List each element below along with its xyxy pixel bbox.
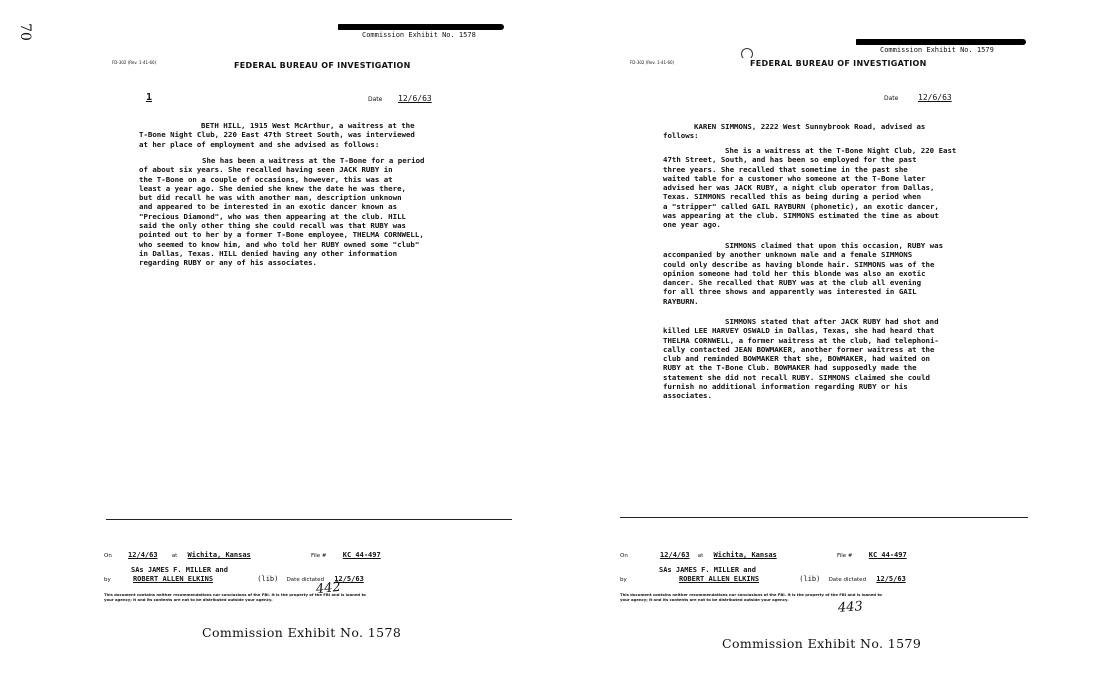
text-line: could only describe as having blonde hair. SIMMONS was of the — [663, 259, 935, 269]
initials: (lib) — [799, 575, 821, 583]
text-line: pointed out to her by a former T-Bone employee, THELMA CORNWELL, — [139, 230, 424, 240]
agent-name: ROBERT ALLEN ELKINS — [132, 575, 214, 583]
text-line: statement she did not recall RUBY. SIMMONS claimed she could — [663, 372, 930, 382]
dictated-label: Date dictated — [828, 577, 867, 583]
right-paragraph-1 — [663, 122, 925, 141]
text-line: of about six years. She recalled having seen JACK RUBY in — [139, 165, 393, 175]
text-line: SIMMONS claimed that upon this occasion, RUBY was — [725, 241, 944, 250]
file-label: File # — [310, 553, 327, 559]
left-date-value: 12/6/63 — [398, 94, 432, 103]
text-line: least a year ago. She denied she knew the date he was there, — [139, 183, 406, 193]
text-line: She has been a waitress at the T-Bone for a period — [202, 156, 425, 165]
text-line: one year ago. — [663, 220, 721, 230]
by-label: by — [620, 577, 627, 583]
text-line: THELMA CORNWELL, a former waitress at the club, had telephoni- — [663, 335, 939, 345]
left-caption: Commission Exhibit No. 1578 — [202, 625, 402, 640]
left-paragraph-2 — [139, 156, 424, 268]
dictated-label: Date dictated — [286, 577, 325, 583]
right-caption: Commission Exhibit No. 1579 — [722, 636, 922, 651]
right-date-label: Date — [884, 95, 899, 102]
right-form-number: FD-302 (Rev. 1-41-60) — [630, 60, 675, 65]
at-location: Wichita, Kansas — [187, 551, 251, 559]
right-footer-divider — [620, 517, 1028, 518]
text-line: regarding RUBY or any of his associates. — [139, 258, 317, 268]
text-line: the T-Bone on a couple of occasions, however, this was at — [139, 174, 393, 184]
dictated-date: 12/5/63 — [876, 575, 906, 583]
file-number: KC 44-497 — [868, 551, 907, 559]
text-line: RUBY at the T-Bone Club. BOWMAKER had supposedly made the — [663, 363, 917, 373]
right-footer-row-2 — [620, 575, 906, 583]
disclaimer-line: your agency; it and its contents are not to be distributed outside your agency. — [104, 596, 273, 602]
text-line: follows: — [663, 131, 699, 141]
left-page-marker: 1 — [146, 92, 153, 103]
text-line: killed LEE HARVEY OSWALD in Dallas, Texas, she had heard that — [663, 326, 935, 336]
text-line: furnish no additional information regarding RUBY or his — [663, 382, 908, 392]
text-line: SIMMONS stated that after JACK RUBY had shot and — [725, 317, 939, 326]
right-paragraph-2 — [663, 146, 956, 230]
disclaimer-line: This document contains neither recommendations nor conclusions of the FBI. It is the property of the FBI and is loaned to — [104, 592, 366, 597]
page-number: 70 — [16, 23, 33, 41]
text-line: BETH HILL, 1915 West McArthur, a waitress at the — [201, 121, 415, 130]
text-line: said the only other thing she could recall was that RUBY was — [139, 221, 406, 231]
text-line: cally contacted JEAN BOWMAKER, another former waitress at the — [663, 344, 935, 354]
text-line: She is a waitress at the T-Bone Night Club, 220 East — [725, 146, 957, 155]
left-handwritten-number: 442 — [315, 579, 342, 598]
left-paragraph-1 — [139, 121, 415, 149]
text-line: and appeared to be interested in an exotic dancer known as — [139, 202, 398, 212]
text-line: dancer. She recalled that RUBY was at the club all evening — [663, 278, 922, 288]
text-line: for all three shows and apparently was interested in GAIL — [663, 287, 917, 297]
disclaimer-line: This document contains neither recommendations nor conclusions of the FBI. It is the property of the FBI and is loaned to — [620, 592, 882, 597]
text-line: but did recall he was with another man, description unknown — [139, 193, 402, 203]
file-number: KC 44-497 — [342, 551, 381, 559]
left-footer-row-1 — [104, 551, 381, 559]
text-line: associates. — [663, 391, 712, 401]
text-line: Texas. SIMMONS recalled this as being during a period when — [663, 192, 922, 202]
text-line: waited table for a customer who someone at the T-Bone later — [663, 173, 926, 183]
right-handwritten-number: 443 — [837, 599, 864, 616]
dictated-date: 12/5/63 — [334, 575, 364, 583]
file-label: File # — [836, 553, 853, 559]
on-date: 12/4/63 — [128, 551, 158, 559]
left-exhibit-label: Commission Exhibit No. 1578 — [362, 31, 476, 39]
left-agency-header: FEDERAL BUREAU OF INVESTIGATION — [234, 61, 411, 70]
agent-name: ROBERT ALLEN ELKINS — [678, 575, 760, 583]
right-date-value: 12/6/63 — [918, 93, 952, 102]
right-redaction-bar — [856, 39, 1026, 45]
on-label: On — [620, 553, 628, 559]
text-line: accompanied by another unknown male and a female SIMMONS — [663, 250, 913, 260]
text-line: opinion someone had told her this blonde was also an exotic — [663, 268, 926, 278]
disclaimer-line: your agency; it and its contents are not to be distributed outside your agency. — [620, 596, 789, 602]
initials: (lib) — [257, 575, 279, 583]
at-label: at — [697, 553, 704, 559]
text-line: advised her was JACK RUBY, a night club operator from Dallas, — [663, 183, 935, 193]
text-line: 47th Street, South, and has been so employed for the past — [663, 155, 917, 165]
left-date-label: Date — [368, 96, 383, 103]
on-date: 12/4/63 — [660, 551, 690, 559]
right-paragraph-4 — [663, 317, 939, 401]
right-paragraph-3 — [663, 241, 943, 306]
text-line: club and reminded BOWMAKER that she, BOWMAKER, had waited on — [663, 354, 930, 364]
at-label: at — [171, 553, 178, 559]
by-label: by — [104, 577, 111, 583]
text-line: in Dallas, Texas. HILL denied having any other information — [139, 248, 398, 258]
text-line: was appearing at the club. SIMMONS estimated the time as about — [663, 211, 939, 221]
left-footer-divider — [106, 519, 512, 520]
text-line: three years. She recalled that sometime in the past she — [663, 164, 908, 174]
right-exhibit-label: Commission Exhibit No. 1579 — [880, 46, 994, 54]
right-agency-header: FEDERAL BUREAU OF INVESTIGATION — [750, 59, 927, 68]
right-footer-agents-1: SAs JAMES F. MILLER and — [659, 566, 756, 574]
text-line: at her place of employment and she advised as follows: — [139, 139, 380, 149]
right-footer-row-1 — [620, 551, 907, 559]
text-line: T-Bone Night Club, 220 East 47th Street South, was interviewed — [139, 130, 415, 140]
text-line: RAYBURN. — [663, 296, 699, 306]
text-line: "Precious Diamond", who was then appearing at the club. HILL — [139, 211, 406, 221]
left-footer-agents-1: SAs JAMES F. MILLER and — [131, 566, 228, 574]
left-form-number: FD-302 (Rev. 1-41-60) — [112, 60, 157, 65]
on-label: On — [104, 553, 112, 559]
at-location: Wichita, Kansas — [713, 551, 777, 559]
text-line: a "stripper" called GAIL RAYBURN (phonetic), an exotic dancer, — [663, 201, 939, 211]
left-redaction-bar — [338, 24, 504, 30]
text-line: who seemed to know him, and who told her RUBY owned some "club" — [139, 239, 420, 249]
text-line: KAREN SIMMONS, 2222 West Sunnybrook Road, advised as — [694, 122, 926, 131]
